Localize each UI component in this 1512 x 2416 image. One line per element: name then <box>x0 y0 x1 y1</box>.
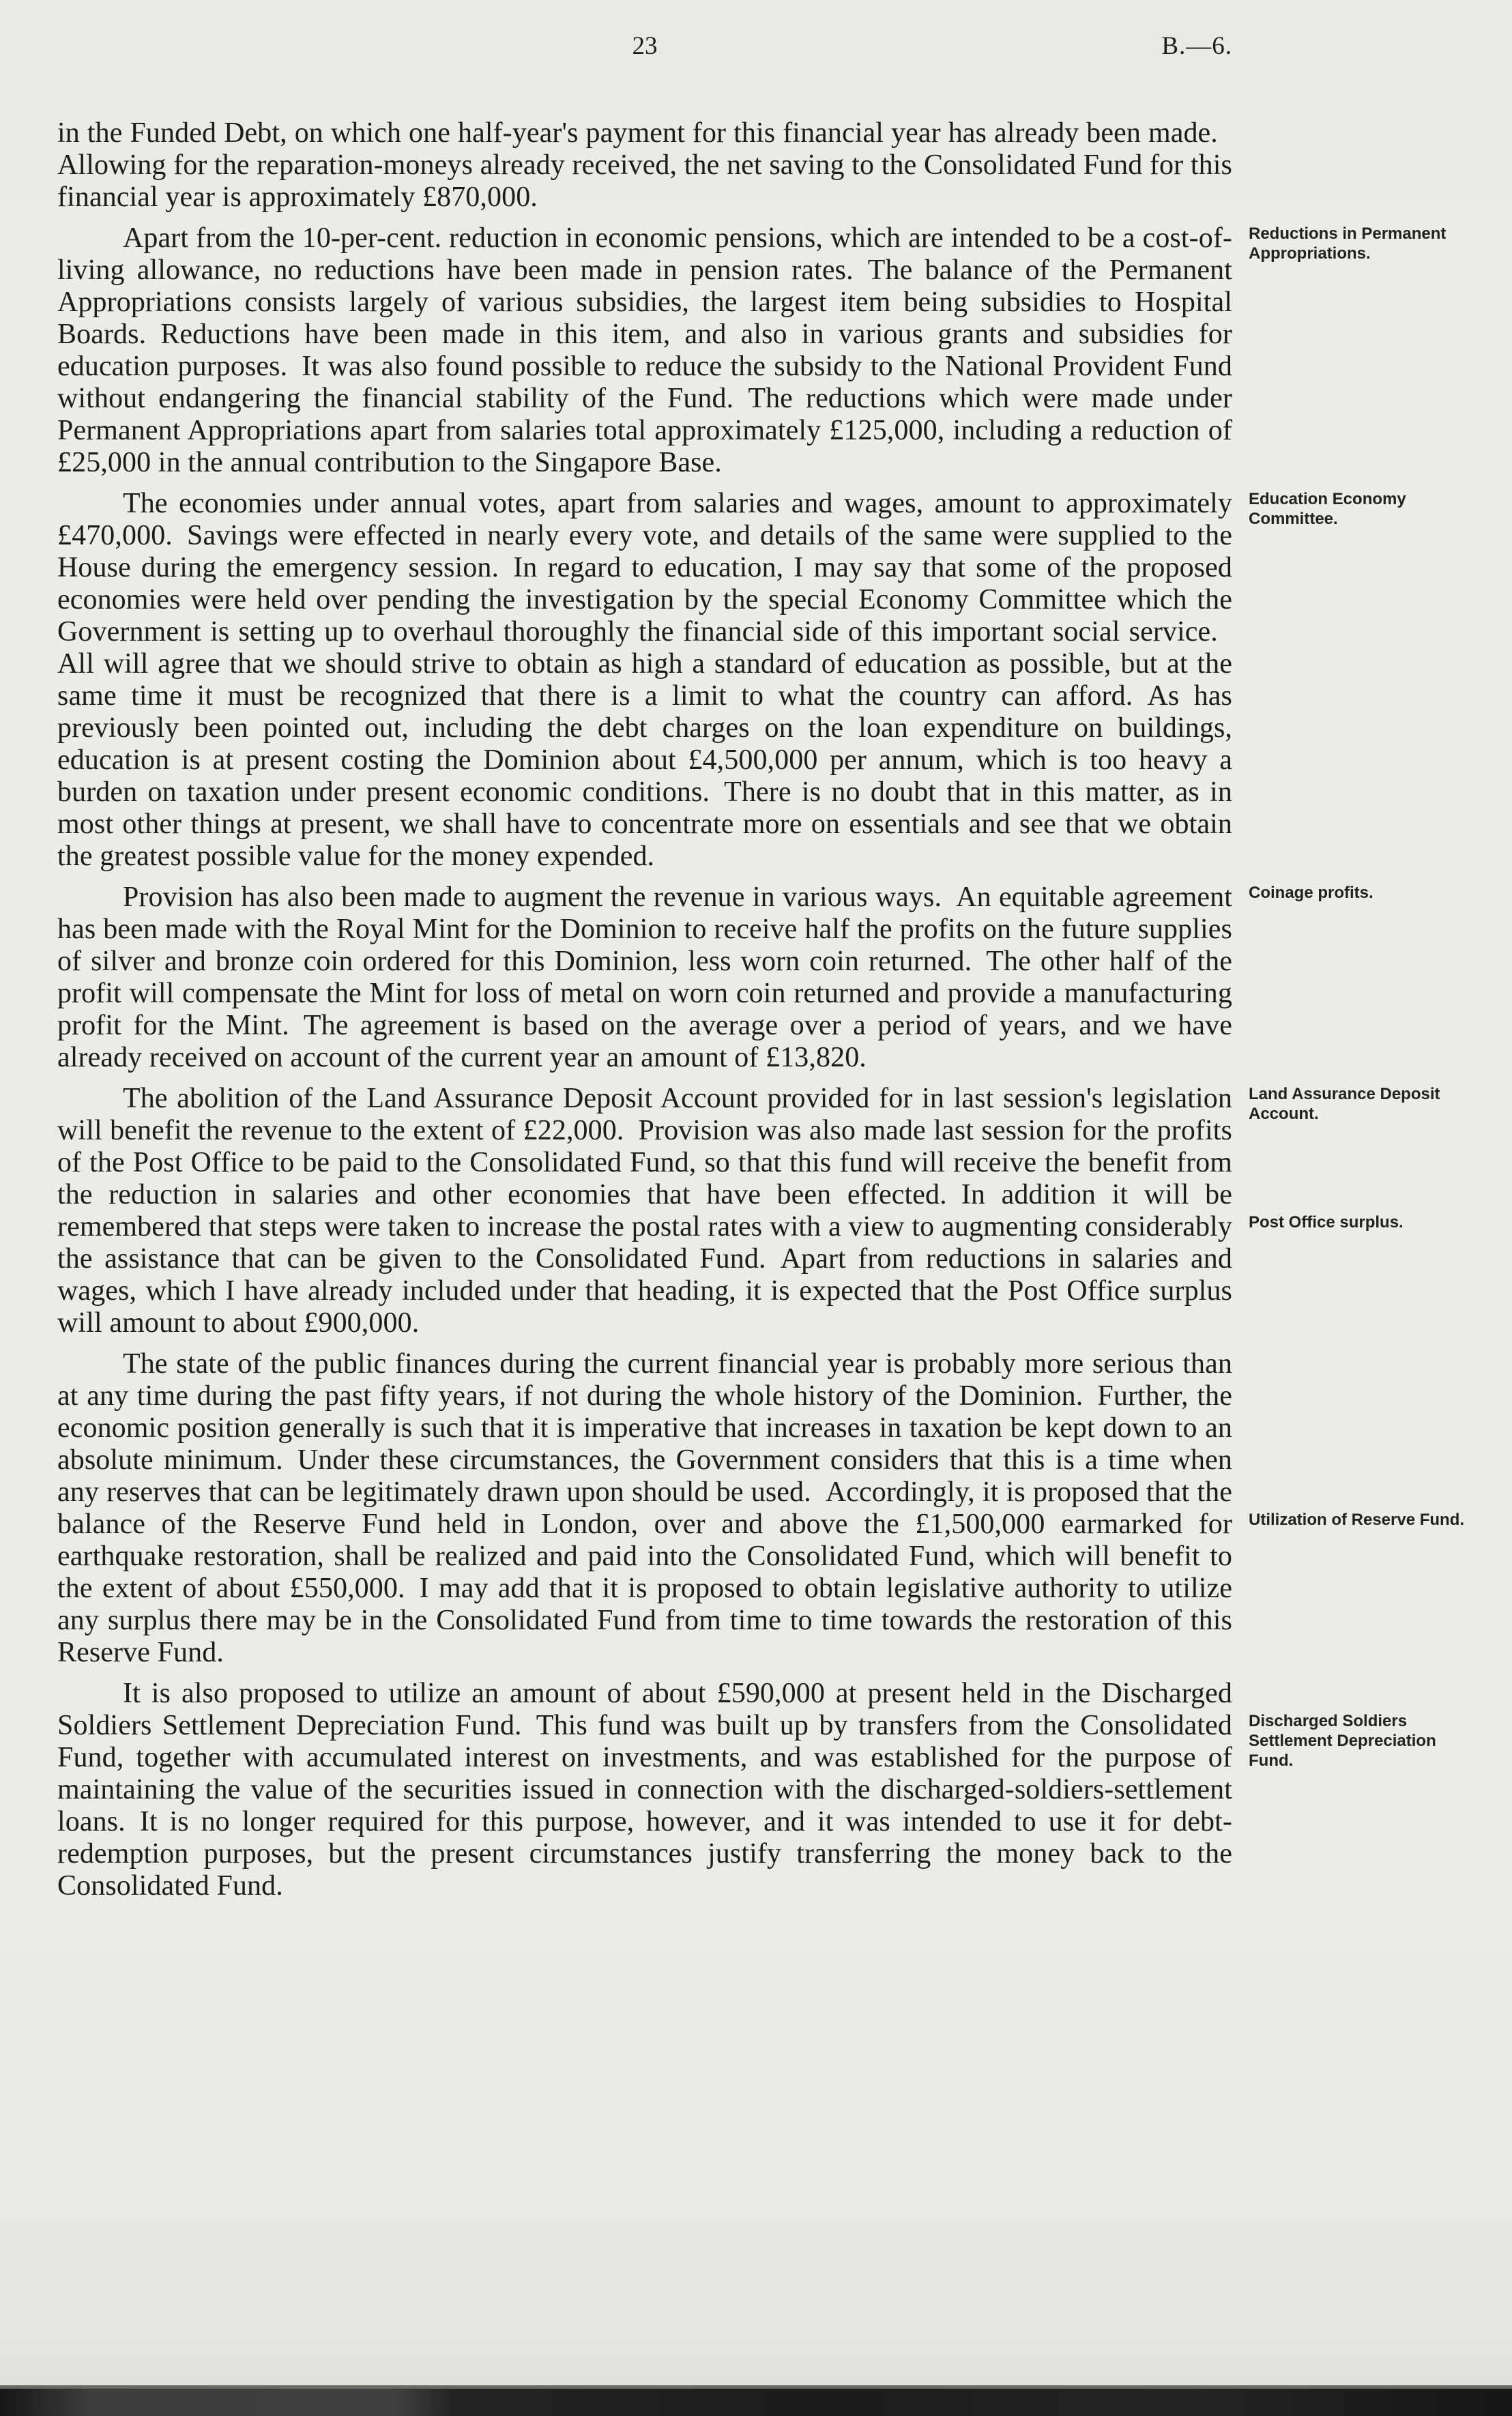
page-number: 23 <box>632 32 658 60</box>
paragraph-block <box>57 1678 1436 1902</box>
paragraph-text: Provision has also been made to augment the revenue in various ways. An equitable agreement has been made with the Royal Mint for the Dominion to receive half the profits on the future supplies of silver and bronze coin ordered for this Dominion, less worn coin returned. The other half of the profit will compensate the Mint for loss of metal on worn coin returned and provide a manufacturing profit for the Mint. The agreement is based on the average over a period of years, and we have already received on account of the current year an amount of £13,820. <box>57 882 1232 1073</box>
paragraph-block <box>57 222 1446 479</box>
document-reference: B.—6. <box>1161 32 1232 60</box>
scan-edge-artifact <box>0 2385 1512 2416</box>
margin-note: Coinage profits. <box>1249 884 1373 902</box>
margin-note: Reductions in Permanent Appropriations. <box>1249 224 1446 263</box>
paragraph-text: It is also proposed to utilize an amount of about £590,000 at present held in the Discharged Soldiers Settlement Depreciation Fund. This fund was built up by transfers from the Consolidated Fund, together with accumulated interest on investments, and was established for the purpose of maintaining the value of the securities issued in connection with the discharged-soldiers-settlement loans. It is no longer required for this purpose, however, and it was intended to use it for debt-redemption purposes, but the present circumstances justify transferring the money back to the Consolidated Fund. <box>57 1678 1232 1902</box>
paragraph-block <box>57 117 1232 214</box>
paragraph-block <box>57 1348 1465 1669</box>
paragraph-text: The abolition of the Land Assurance Deposit Account provided for in last session's legislation will benefit the revenue to the extent of £22,000. Provision was also made last session for the profits of the Post Office to be paid to the Consolidated Fund, so that this fund will receive the benefit from the reduction in salaries and other economies that have been effected. In addition it will be remembered that steps were taken to increase the postal rates with a view to augmenting considerably the assistance that can be given to the Consolidated Fund. Apart from reductions in salaries and wages, which I have already included under that heading, it is expected that the Post Office surplus will amount to about £900,000. <box>57 1083 1232 1339</box>
paragraph-block <box>57 488 1406 873</box>
page-header <box>57 31 1232 66</box>
paragraph-text: The state of the public finances during the current financial year is probably more serious than at any time during the past fifty years, if not during the whole history of the Dominion. Further, the economic position generally is such that it is imperative that increases in taxation be kept down to an absolute minimum. Under these circumstances, the Government considers that this is a time when any reserves that can be legitimately drawn upon should be used. Accordingly, it is proposed that the balance of the Reserve Fund held in London, over and above the £1,500,000 earmarked for earthquake restoration, shall be realized and paid into the Consolidated Fund, which will benefit to the extent of about £550,000. I may add that it is proposed to obtain legislative authority to utilize any surplus there may be in the Consolidated Fund from time to time towards the restoration of this Reserve Fund. <box>57 1348 1232 1668</box>
margin-note: Discharged Soldiers Settlement Depreciation Fund. <box>1249 1712 1436 1770</box>
margin-note: Utilization of Reserve Fund. <box>1249 1511 1465 1529</box>
paragraph-text: in the Funded Debt, on which one half-year's payment for this financial year has already been made. Allowing for the reparation-moneys already received, the net saving to the Consolidated Fund for this financial year is approximately £870,000. <box>57 117 1232 213</box>
paragraph-block <box>57 1083 1440 1339</box>
paragraph-text: The economies under annual votes, apart from salaries and wages, amount to approximately £470,000. Savings were effected in nearly every vote, and details of the same were supplied to the House during the emergency session. In regard to education, I may say that some of the proposed economies were held over pending the investigation by the special Economy Committee which the Government is setting up to overhaul thoroughly the financial side of this important social service. All will agree that we should strive to obtain as high a standard of education as possible, but at the same time it must be recognized that there is a limit to what the country can afford. As has previously been pointed out, including the debt charges on the loan expenditure on buildings, education is at present costing the Dominion about £4,500,000 per annum, which is too heavy a burden on taxation under present economic conditions. There is no doubt that in this matter, as in most other things at present, we shall have to concentrate more on essentials and see that we obtain the greatest possible value for the money expended. <box>57 488 1232 872</box>
paragraph-block <box>57 882 1373 1074</box>
page-content <box>57 117 1465 1902</box>
margin-note: Post Office surplus. <box>1249 1213 1404 1232</box>
paragraph-text: Apart from the 10-per-cent. reduction in economic pensions, which are intended to be a cost-of-living allowance, no reductions have been made in pension rates. The balance of the Permanent Appropriations consists largely of various subsidies, the largest item being subsidies to Hospital Boards. Reductions have been made in this item, and also in various grants and subsidies for education purposes. It was also found possible to reduce the subsidy to the National Provident Fund without endangering the financial stability of the Fund. The reductions which were made under Permanent Appropriations apart from salaries total approximately £125,000, including a reduction of £25,000 in the annual contribution to the Singapore Base. <box>57 222 1232 478</box>
margin-note: Education Economy Committee. <box>1249 490 1406 528</box>
margin-note: Land Assurance Deposit Account. <box>1249 1085 1440 1123</box>
